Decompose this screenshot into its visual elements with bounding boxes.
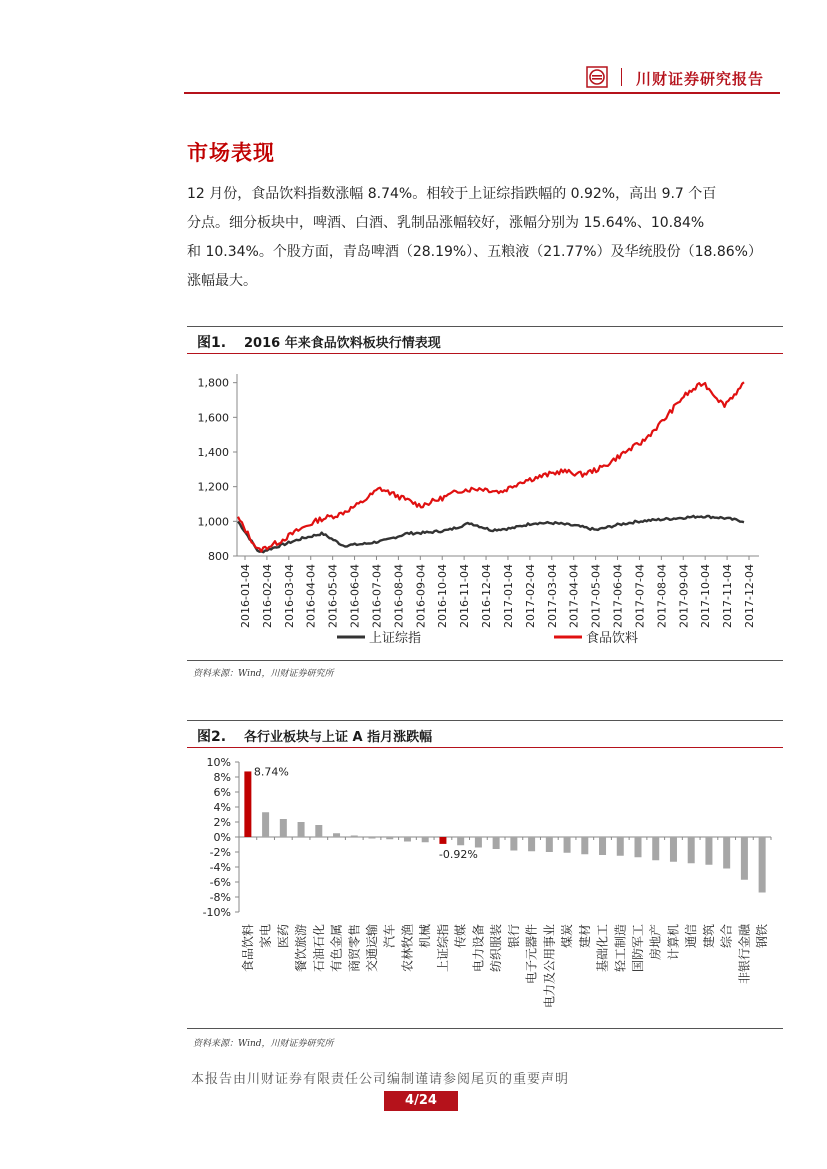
y-tick-label: 6% xyxy=(213,786,231,799)
x-tick-label: 建筑 xyxy=(701,924,716,949)
x-tick-label: 机械 xyxy=(418,924,433,949)
bar-28 xyxy=(741,837,748,880)
x-tick-label: 2017-11-04 xyxy=(721,564,735,628)
x-tick-label: 有色金属 xyxy=(329,924,344,973)
bar-27 xyxy=(723,837,730,869)
x-tick-label: 交通运输 xyxy=(365,924,379,973)
x-tick-label: 2017-12-04 xyxy=(743,564,756,628)
x-tick-label: 医药 xyxy=(276,924,291,949)
x-tick-label: 2017-06-04 xyxy=(611,564,625,628)
y-tick-label: 800 xyxy=(208,550,229,563)
x-tick-label: 2017-09-04 xyxy=(677,564,691,628)
page-number: 4/24 xyxy=(384,1091,458,1111)
y-tick-label: 10% xyxy=(206,756,231,769)
x-tick-label: 石油石化 xyxy=(311,924,326,973)
bar-6 xyxy=(351,836,358,838)
legend-label-food-beverage: 食品饮料 xyxy=(586,631,639,646)
x-tick-label: 2017-05-04 xyxy=(589,564,603,628)
paragraph-line: 和 10.34%。个股方面，青岛啤酒（28.19%）、五粮液（21.77%）及华统股份（18.86%） xyxy=(187,244,762,260)
x-tick-label: 煤炭 xyxy=(560,924,575,949)
x-tick-label: 2016-06-04 xyxy=(348,564,362,628)
x-tick-label: 2017-04-04 xyxy=(567,564,581,628)
figure1-number: 图1. xyxy=(197,335,227,351)
x-tick-label: 2016-01-04 xyxy=(239,564,252,628)
x-tick-label: 银行 xyxy=(506,924,521,949)
bar-8 xyxy=(386,837,393,839)
x-tick-label: 2016-05-04 xyxy=(326,564,340,628)
x-tick-label: 2017-01-04 xyxy=(501,564,515,628)
bar-0 xyxy=(244,771,251,837)
x-tick-label: 2016-11-04 xyxy=(458,564,472,628)
bar-2 xyxy=(280,819,287,837)
y-tick-label: 0% xyxy=(213,831,231,844)
x-tick-label: 纺织服装 xyxy=(489,924,504,973)
y-tick-label: -10% xyxy=(202,906,231,919)
figure1-source: 资料来源：Wind，川财证券研究所 xyxy=(193,669,334,679)
page-header xyxy=(184,62,780,94)
x-tick-label: 电力设备 xyxy=(471,924,486,973)
x-tick-label: 2017-08-04 xyxy=(655,564,669,628)
x-tick-label: 非银行金融 xyxy=(737,924,752,985)
x-tick-label: 2016-07-04 xyxy=(370,564,384,628)
section-title: 市场表现 xyxy=(187,141,275,165)
x-tick-label: 2017-10-04 xyxy=(699,564,713,628)
y-tick-label: 1,200 xyxy=(197,480,229,494)
y-tick-label: -2% xyxy=(209,846,231,859)
x-tick-label: 农林牧渔 xyxy=(400,924,415,973)
header-brand: 川财证券研究报告 xyxy=(636,70,765,88)
x-tick-label: 钢铁 xyxy=(755,924,770,949)
x-tick-label: 综合 xyxy=(719,924,734,949)
x-tick-label: 建材 xyxy=(577,924,592,949)
y-tick-label: 1,000 xyxy=(197,515,229,529)
x-tick-label: 2017-02-04 xyxy=(523,564,537,628)
figure2-bar-chart xyxy=(187,752,783,1026)
x-tick-label: 2017-07-04 xyxy=(633,564,647,628)
y-tick-label: 8% xyxy=(213,771,231,784)
x-tick-label: 商贸零售 xyxy=(347,924,362,973)
bar-23 xyxy=(652,837,659,860)
bar-5 xyxy=(333,833,340,837)
x-tick-label: 2016-12-04 xyxy=(480,564,494,628)
x-tick-label: 上证综指 xyxy=(435,924,450,973)
x-tick-label: 家电 xyxy=(258,924,273,949)
x-tick-label: 通信 xyxy=(684,924,699,949)
body-paragraph xyxy=(187,180,783,296)
y-tick-label: 1,800 xyxy=(197,376,229,390)
figure2-title: 各行业板块与上证 A 指月涨跌幅 xyxy=(244,730,433,745)
figure1-title: 2016 年来食品饮料板块行情表现 xyxy=(244,336,441,351)
figure2-header xyxy=(187,720,783,748)
y-tick-label: -4% xyxy=(209,861,231,874)
x-tick-label: 计算机 xyxy=(666,924,681,961)
header-rule xyxy=(184,92,780,94)
paragraph-line: 分点。细分板块中，啤酒、白酒、乳制品涨幅较好，涨幅分别为 15.64%、10.84% xyxy=(187,215,705,231)
x-tick-label: 2016-02-04 xyxy=(260,564,274,628)
bar-13 xyxy=(475,837,482,848)
bar-25 xyxy=(688,837,695,863)
bar-20 xyxy=(599,837,606,855)
x-tick-label: 2016-04-04 xyxy=(304,564,318,628)
header-separator xyxy=(621,68,622,86)
bar-11 xyxy=(439,837,446,844)
y-tick-label: 4% xyxy=(213,801,231,814)
legend-label-shanghai-composite: 上证综指 xyxy=(369,631,422,646)
x-tick-label: 房地产 xyxy=(648,924,663,961)
x-tick-label: 2016-08-04 xyxy=(392,564,406,628)
y-tick-label: 2% xyxy=(213,816,231,829)
bar-1 xyxy=(262,812,269,837)
figure1-line-chart xyxy=(187,356,783,656)
y-tick-label: 1,600 xyxy=(197,411,229,425)
bar-22 xyxy=(635,837,642,857)
y-tick-label: -8% xyxy=(209,891,231,904)
bar-18 xyxy=(564,837,571,853)
x-tick-label: 国防军工 xyxy=(631,924,645,973)
x-tick-label: 汽车 xyxy=(382,924,397,949)
figure2-bottom-rule xyxy=(187,1028,783,1029)
bar-26 xyxy=(705,837,712,865)
x-tick-label: 餐饮旅游 xyxy=(294,924,309,973)
company-logo-icon xyxy=(586,66,608,88)
bar-16 xyxy=(528,837,535,851)
bar-21 xyxy=(617,837,624,856)
x-tick-label: 2016-10-04 xyxy=(436,564,450,628)
y-tick-label: 1,400 xyxy=(197,446,229,459)
figure1-header xyxy=(187,326,783,354)
bar-17 xyxy=(546,837,553,852)
x-tick-label: 传媒 xyxy=(453,924,468,949)
bar-24 xyxy=(670,837,677,862)
data-label: -0.92% xyxy=(438,847,478,861)
bar-29 xyxy=(759,837,766,893)
bar-12 xyxy=(457,837,464,845)
paragraph-line: 涨幅最大。 xyxy=(187,273,257,289)
x-tick-label: 食品饮料 xyxy=(240,924,255,973)
series-line-food-beverage xyxy=(238,382,744,551)
x-tick-label: 基础化工 xyxy=(595,924,610,973)
bar-15 xyxy=(510,837,517,851)
footer-disclaimer: 本报告由川财证券有限责任公司编制谨请参阅尾页的重要声明 xyxy=(190,1072,569,1087)
figure1-bottom-rule xyxy=(187,660,783,661)
figure2-number: 图2. xyxy=(197,729,227,745)
paragraph-line: 12 月份，食品饮料指数涨幅 8.74%。相较于上证综指跌幅的 0.92%，高出 9.7 个百 xyxy=(187,186,717,202)
x-tick-label: 轻工制造 xyxy=(613,924,628,973)
bar-14 xyxy=(493,837,500,849)
figure2-source: 资料来源：Wind，川财证券研究所 xyxy=(193,1039,334,1049)
data-label: 8.74% xyxy=(253,765,289,779)
x-tick-label: 电力及公用事业 xyxy=(542,924,557,1009)
x-tick-label: 2016-09-04 xyxy=(414,564,428,628)
bar-10 xyxy=(422,837,429,842)
x-tick-label: 电子元器件 xyxy=(524,924,539,985)
x-tick-label: 2016-03-04 xyxy=(282,564,296,628)
bar-19 xyxy=(581,837,588,854)
bar-4 xyxy=(315,825,322,837)
bar-9 xyxy=(404,837,411,842)
bar-3 xyxy=(298,822,305,837)
x-tick-label: 2017-03-04 xyxy=(545,564,559,628)
bar-7 xyxy=(369,837,376,839)
y-tick-label: -6% xyxy=(209,876,231,889)
